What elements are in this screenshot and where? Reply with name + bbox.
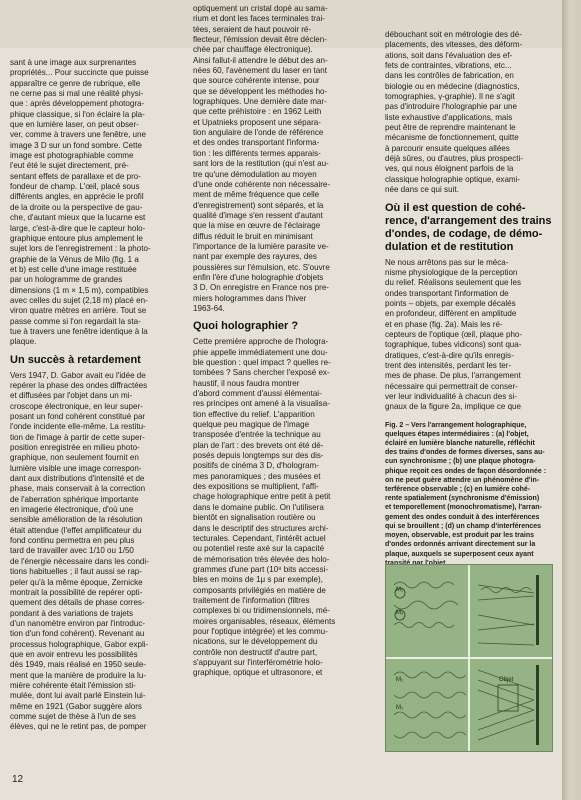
figure-label-m1-c: M₁ [396,677,404,683]
figure-2-caption: Fig. 2 – Vers l'arrangement holographique, quelques étapes intermédiaires : (a) l'objet, éclairé en lumière blanche naturelle, réfléchit des trains d'ondes de formes diverses, sans au- cun synchronisme ; (b) une plaque photogra- phique reçoit ces ondes de façon désordonnée : on ne peut guère attendre un phénomène d'in- terférence observable ; (c) en lumière cohé- rente spatialement (synchronisme d'émission) et temporellement (monochromatisme), l'arran- gement des ondes conduit à des interférences qui se brouillent ; (d) un champ d'interférences moyen, observable, est produit par les trains d'ondes ordonnés arrivant directement sur la plaque, auxquels se superposent ceux ayant [385,421,547,558]
figure-2-svg [386,565,552,751]
column-2 [193,4,367,679]
figure-label-m2: M₂ [396,610,404,616]
section-heading-coherence: Où il est question de cohé- rence, d'arrangement des trains d'ondes, de codage, de démo- dulation et de restitution [385,201,552,253]
figure-label-m1: M₁ [396,587,404,593]
column-3 [385,30,553,568]
book-spine [562,0,581,800]
figure-2-diagram [385,564,553,752]
col1-paragraph-2: Vers 1947, D. Gabor avait eu l'idée de repérer la phase des ondes diffractées et diffusées par l'objet dans un mi- croscope électronique, en leur super- posant un fond cohérent constitué par l'onde incidente elle-même. La restitu- tion de l'image à partir de cette super- position enregistrée en milieu photo- graphique, non seulement fournit en lumière visible une image correspon- dant aux distributions d'intensité et de phase, mais conservait à la correction de l'aberration sphérique importante en imagerie électronique, d'où une sensible amélioration de la résolution était attendue (l'effet amplificateur du fond continu permettra en peu plus tard de travailler avec 1/10 ou 1/50 de l'énergie nécessaire dans les condi- tions habituelles ; il faut aussi se rap- peler qu'à la même époque, Zernicke montrait la possibilité de repérer opti- quement des détails de phase corres- pondant à des variations de trajets d'un nanomètre environ par l'introduc- tion d'un fond cohérent). Revenant au processus holographique, Gabor expli- que en avoir entrevu les possibilités dès 1949, mais réalisé en 1950 seule- ment que la manière de produire la lu- mière cohérente était l'émission sti- mulée, dont lui avait parlé Einstein lui- même en 1921 (Gabor suggère alors comme sujet de thèse à l'un de ses élèves, qui ne le retint pas, de pomper [10,370,149,732]
figure-label-m2-c: M₂ [396,705,404,711]
figure-label-objet: Objet [499,677,514,683]
col3-paragraph-2: Ne nous arrêtons pas sur le méca- nisme physiologique de la perception du relief. Réalisons seulement que les ondes transportant l'information de points – objets, par exemple décalés en profondeur, diffèrent en amplitude et en phase (fig. 2a). Mais les ré- cepteurs de l'optique (œil, plaque pho- tographique, tubes vidicons) sont qua- dratiques, c'est-à-dire qu'ils enregis- trent des intensités, perdant les ter- mes de phase. De plus, l'arrangement nécessaire qui permettrait de conser- ver leur individualité à chacun des si- gnaux de la figure 2a, implique ce que [385,257,523,412]
column-1 [10,58,181,733]
section-heading-quoi: Quoi holographier ? [193,320,299,333]
col2-paragraph-2: Cette première approche de l'hologra- phie appelle immédiatement une dou- ble question : quel impact ? quelles re- tombées ? Sans chercher l'exposé ex- haustif, il nous faudra montrer d'abord comment d'aussi élémentai- res principes ont amené à la visualisa- tion effective du relief. L'apparition quelque peu magique de l'image transposée d'entrée la technique au plan de l'art : des brevets ont été dé- posés depuis longtemps sur des dis- positifs de cinéma 3 D, d'hologram- mes panoramiques ; des musées et des expositions se multiplient, l'affi- chage holographique entre petit à petit dans le domaine public. On l'utilisera bientôt en signalisation routière ou dans le descriptif des structures archi- tecturales. Cependant, l'intérêt actuel ou potentiel reste axé sur la capacité de mémorisation très élevée des holo- grammes d'une part (10⁸ bits accessi- bles en moins de 1μ s par exemple), composants privilégiés en matière de traitement de l'information (filtres complexes bi ou tridimensionnels, mé- moires organisables, réseaux, éléments pour l'optique intégrée) et les commu- nications, sur le développement du contrôle non destructif d'autre part, s'appuyant sur l'interférométrie holo- graphique, optique et ultrasonore, et [193,337,336,678]
col2-paragraph-1: optiquement un cristal dopé au sama- rium et dont les faces terminales trai- tées, seraient de haut pouvoir ré- flecteur, l'émission devait être déclen- chée par chauffage électronique). Ainsi fallut-il attendre le début des an- nées 60, l'avènement du laser en tant que source cohérente intense, pour que se développent les méthodes ho- lographiques. Une dernière date mar- que cette préhistoire : en 1962 Leith et Upatnieks proposent une sépara- tion angulaire de l'onde de référence et des ondes transportant l'informa- tion : les différents termes apparais- sant lors de la restitution (qui n'est au- tre qu'une démodulation au moyen d'une onde cohérente non nécessaire- ment de même fréquence que celle d'enregistrement) sont séparés, et la qualité d'image s'en ressent d'autant que la mise en œuvre de l'éclairage diffus réduit le bruit en minimisant l'importance de la lumière parasite ve- nant par exemple des rayures, des poussières sur l'émulsion, etc. S'ouvre enfin l'ère d'une holographie d'objets 3 D. On enregistre en France nos pre- miers hologrammes dans l'hiver 1963-64. [193,4,331,313]
col3-paragraph-1: débouchant soit en métrologie des dé- placements, des vitesses, des déform- ations, soit dans l'évaluation des ef- fets de contraintes, vibrations, etc... dans les contrôles de fabrication, en biologie ou en médecine (diagnostics, tomographies, γ-graphie). Il ne s'agit pas d'introduire l'holographie par une liste exhaustive d'applications, mais peut être de reprendre maintenant le mécanisme de fonctionnement, quitte à parcourir ensuite quelques allées déjà sûres, ou d'autres, plus prospecti- ves, qui nous éloignent parfois de la classique holographie optique, exami- née dans ce qui suit. [385,30,523,195]
page-number: 12 [12,774,24,785]
col1-paragraph-1: sant à une image aux surprenantes propriétés... Pour succincte que puisse apparaître ce genre de rubrique, elle ne cerne pas si mal une réalité physi- que : après développement photogra- phique classique, si l'on éclaire la pla- que en lumière laser, on peut obser- ver, comme à travers une fenêtre, une image 3 D sur un fond sombre. Cette image est photographiable comme l'eut été le sujet directement, pré- sentant effets de parallaxe et de pro- fondeur de champ. L'œil, placé sous différents angles, en apprécie le profil de la droite ou la perspective de gau- che, d'autant mieux que la lucarne est large, c'est-à-dire que le capteur holo- graphique entoure plus amplement le sujet lors de l'enregistrement : la photo- graphie de la Vénus de Milo (fig. 1 a et b) est celle d'une image restituée par un hologramme de grandes dimensions (1 m × 1,5 m), compatibles avec celles du sujet (2,18 m) placé en- viron quatre mètres en arrière. Tout se passe comme si l'on regardait la sta- tue à travers une fenêtre identique à la plaque. [10,58,151,347]
section-heading-succes: Un succès à retardement [10,353,141,366]
